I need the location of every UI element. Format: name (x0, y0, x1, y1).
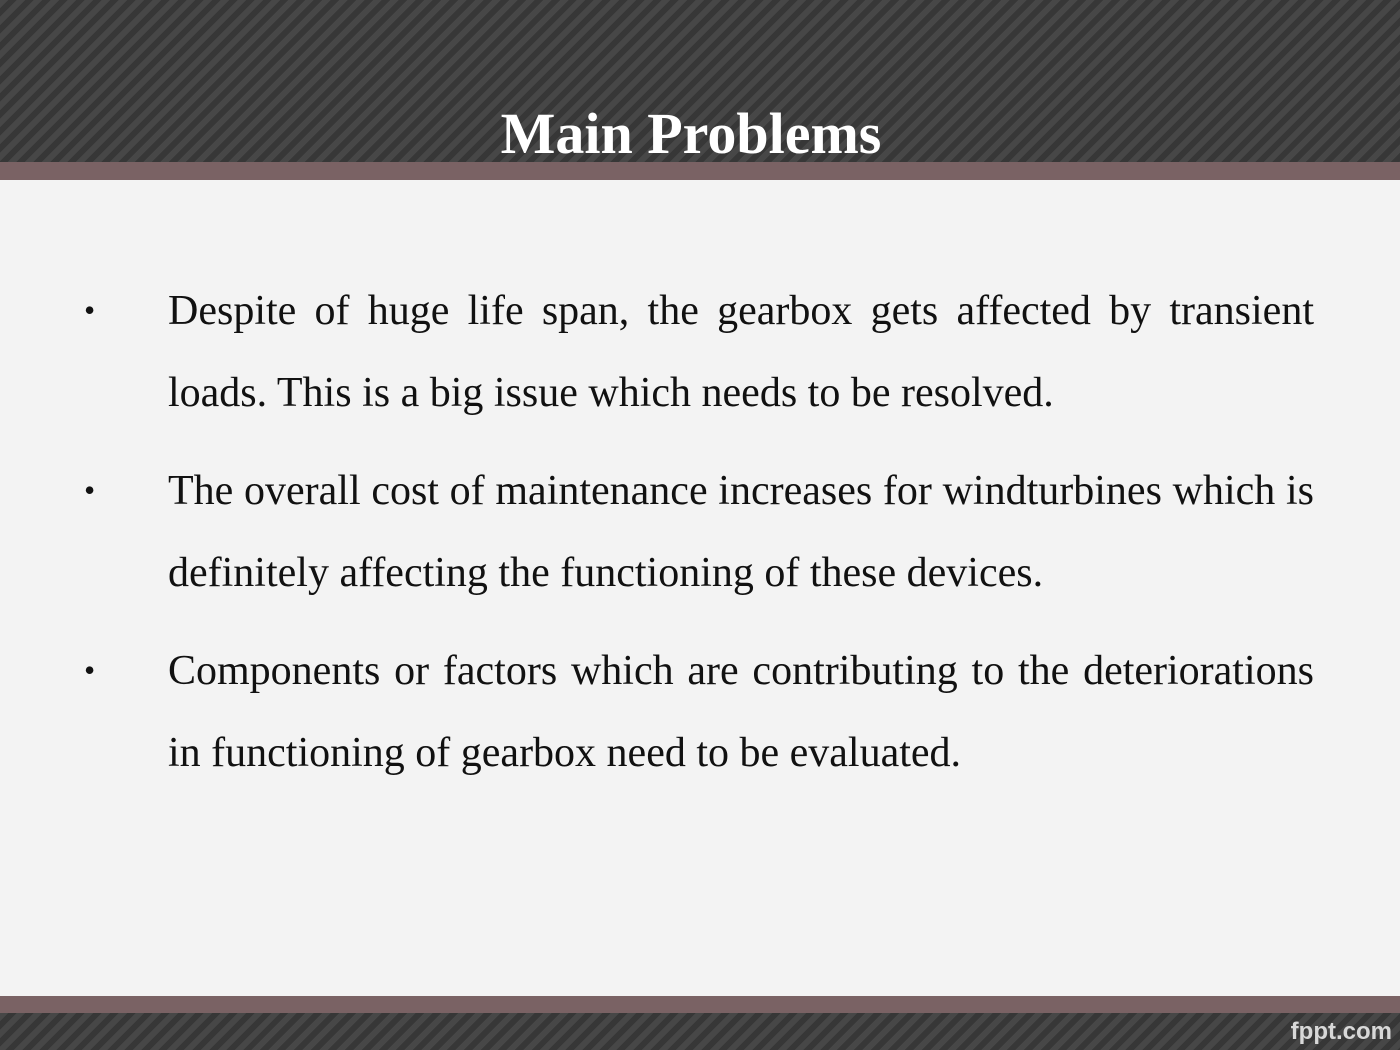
bullet-item (0, 270, 1400, 434)
bullet-list (0, 270, 1400, 810)
bullet-item (0, 450, 1400, 614)
bullet-text: Despite of huge life span, the gearbox gets affected by transient loads. This is a big issue which needs to be resolved. (168, 288, 1314, 416)
bullet-item (0, 630, 1400, 794)
footer-accent-band (0, 996, 1400, 1013)
bullet-icon: • (84, 652, 96, 688)
bullet-icon: • (84, 472, 96, 508)
slide-title: Main Problems (500, 101, 882, 166)
bullet-text: The overall cost of maintenance increases for windturbines which is definitely affecting the functioning of these devices. (168, 468, 1314, 596)
footer-pattern (0, 1013, 1400, 1050)
bullet-icon: • (84, 292, 96, 328)
bullet-text: Components or factors which are contributing to the deteriorations in functioning of gearbox need to be evaluated. (168, 648, 1314, 776)
brand-logo: fppt.com (1290, 1018, 1392, 1045)
